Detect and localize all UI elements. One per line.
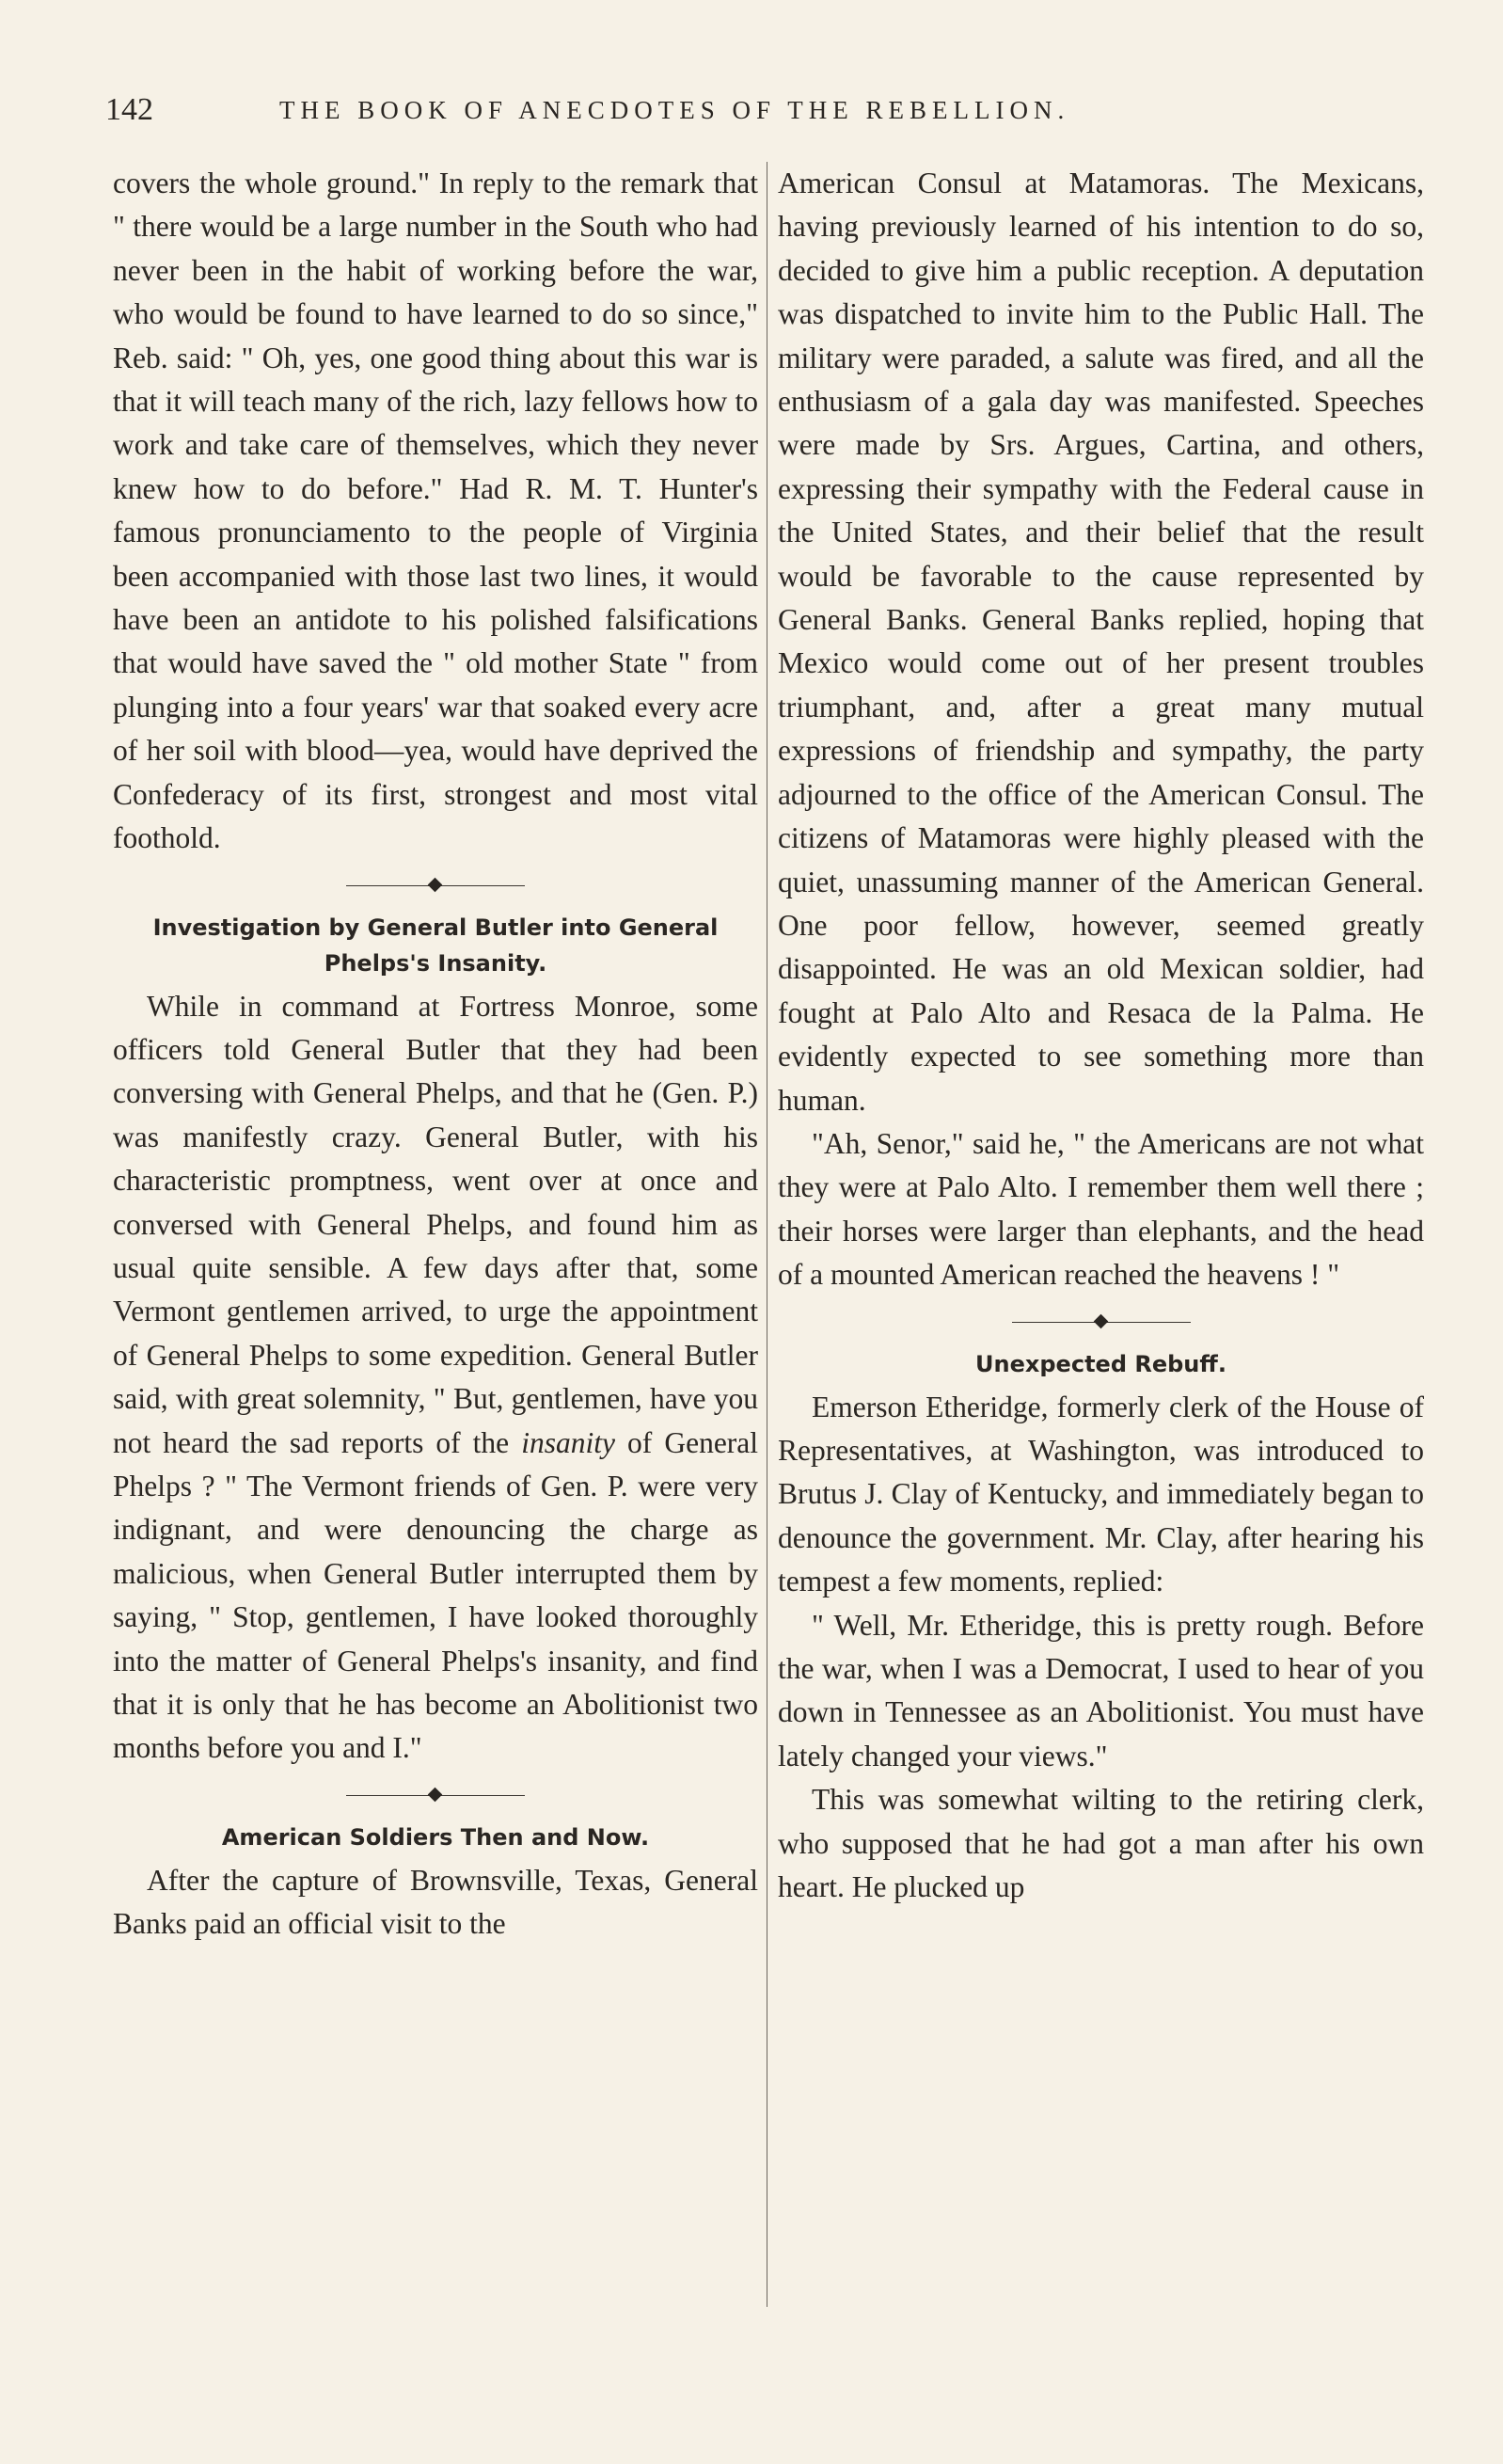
soldiers-paragraph: After the capture of Brownsville, Texas, General Banks paid an official visit to the bbox=[113, 1863, 758, 1941]
divider-ornament-icon bbox=[1093, 1313, 1108, 1328]
running-head: THE BOOK OF ANECDOTES OF THE REBELLION. bbox=[279, 96, 1070, 124]
left-column bbox=[113, 162, 758, 1947]
right-column bbox=[778, 162, 1424, 1909]
clay-quote-paragraph: " Well, Mr. Etheridge, this is pretty rough. Before the war, when I was a Democrat, I used to hear of you down in Tennessee as an Abolitionist. You must have lately changed your views." bbox=[778, 1608, 1424, 1772]
page-header bbox=[105, 92, 1243, 134]
section-title-soldiers: American Soldiers Then and Now. bbox=[221, 1823, 650, 1851]
butler-italic-word: insanity bbox=[521, 1425, 615, 1459]
butler-text-part1: While in command at Fortress Monroe, some officers told General Butler that they had been conversing with General Phelps, and that he (Gen. P.) was manifestly crazy. General Butler, with his characteristic promptness, went over at once and conversed with General Phelps, and found him as usual quite sensible. A few days after that, some Vermont gentlemen arrived, to urge the appointment of General Phelps to some expedition. General Butler said, with great solemnity, " But, gentlemen, have you not heard the sad reports of the bbox=[113, 989, 758, 1459]
consul-paragraph: American Consul at Matamoras. The Mexicans, having previously learned of his intention to do so, decided to give him a public reception. A deputation was dispatched to invite him to the Public Hall. The military were paraded, a salute was fired, and all the enthusiasm of a gala day was manifested. Speeches were made by Srs. Argues, Cartina, and others, expressing their sympathy with the Federal cause in the United States, and their belief that the result would be favorable to the cause represented by General Banks. General Banks replied, hoping that Mexico would come out of her present troubles triumphant, and, after a great many mutual expressions of friendship and sympathy, the party adjourned to the office of the American Consul. The citizens of Matamoras were highly pleased with the quiet, unassuming manner of the American General. One poor fellow, however, seemed greatly disappointed. He was an old Mexican soldier, had fought at Palo Alto and Resaca de la Palma. He evidently expected to see something more than human. bbox=[778, 167, 1424, 1117]
section-divider bbox=[113, 1771, 758, 1820]
butler-paragraph bbox=[113, 985, 758, 1771]
section-divider bbox=[113, 861, 758, 910]
wilting-paragraph: This was somewhat wilting to the retiring clerk, who supposed that he had got a man after his own heart. He plucked up bbox=[778, 1783, 1424, 1904]
divider-ornament-icon bbox=[428, 877, 443, 892]
section-title-butler: Investigation by General Butler into General Phelps's Insanity. bbox=[152, 914, 719, 977]
section-title-rebuff: Unexpected Rebuff. bbox=[975, 1350, 1226, 1377]
intro-paragraph: covers the whole ground." In reply to the remark that " there would be a large number in the South who had never been in the habit of working before the war, who would be found to have learned to do so since," Reb. said: " Oh, yes, one good thing about this war is that it will teach many of the rich, lazy fellows how to work and take care of themselves, which they never knew how to do before." Had R. M. T. Hunter's famous pronunciamento to the people of Virginia been accompanied with those last two lines, it would have been an antidote to his polished falsifications that would have saved the " old mother State " from plunging into a four years' war that soaked every acre of her soil with blood—yea, would have deprived the Confederacy of its first, strongest and most vital foothold. bbox=[113, 167, 758, 855]
butler-text-part2: of General Phelps ? " The Vermont friends of Gen. P. were very indignant, and were denouncing the charge as malicious, when General Butler interrupted them by saying, " Stop, gentlemen, I have looked thoroughly into the matter of General Phelps's insanity, and find that it is only that he has become an Abolitionist two months before you and I." bbox=[113, 1425, 759, 1765]
divider-ornament-icon bbox=[428, 1788, 443, 1803]
etheridge-paragraph: Emerson Etheridge, formerly clerk of the House of Representatives, at Washington, was introduced to Brutus J. Clay of Kentucky, and immediately began to denounce the government. Mr. Clay, after hearing his tempest a few moments, replied: bbox=[778, 1390, 1424, 1598]
senor-quote-paragraph: "Ah, Senor," said he, " the Americans are not what they were at Palo Alto. I remember them well there ; their horses were larger than elephants, and the head of a mounted American reached the heavens ! " bbox=[778, 1126, 1424, 1292]
page-number: 142 bbox=[105, 92, 153, 127]
section-divider bbox=[778, 1297, 1424, 1346]
